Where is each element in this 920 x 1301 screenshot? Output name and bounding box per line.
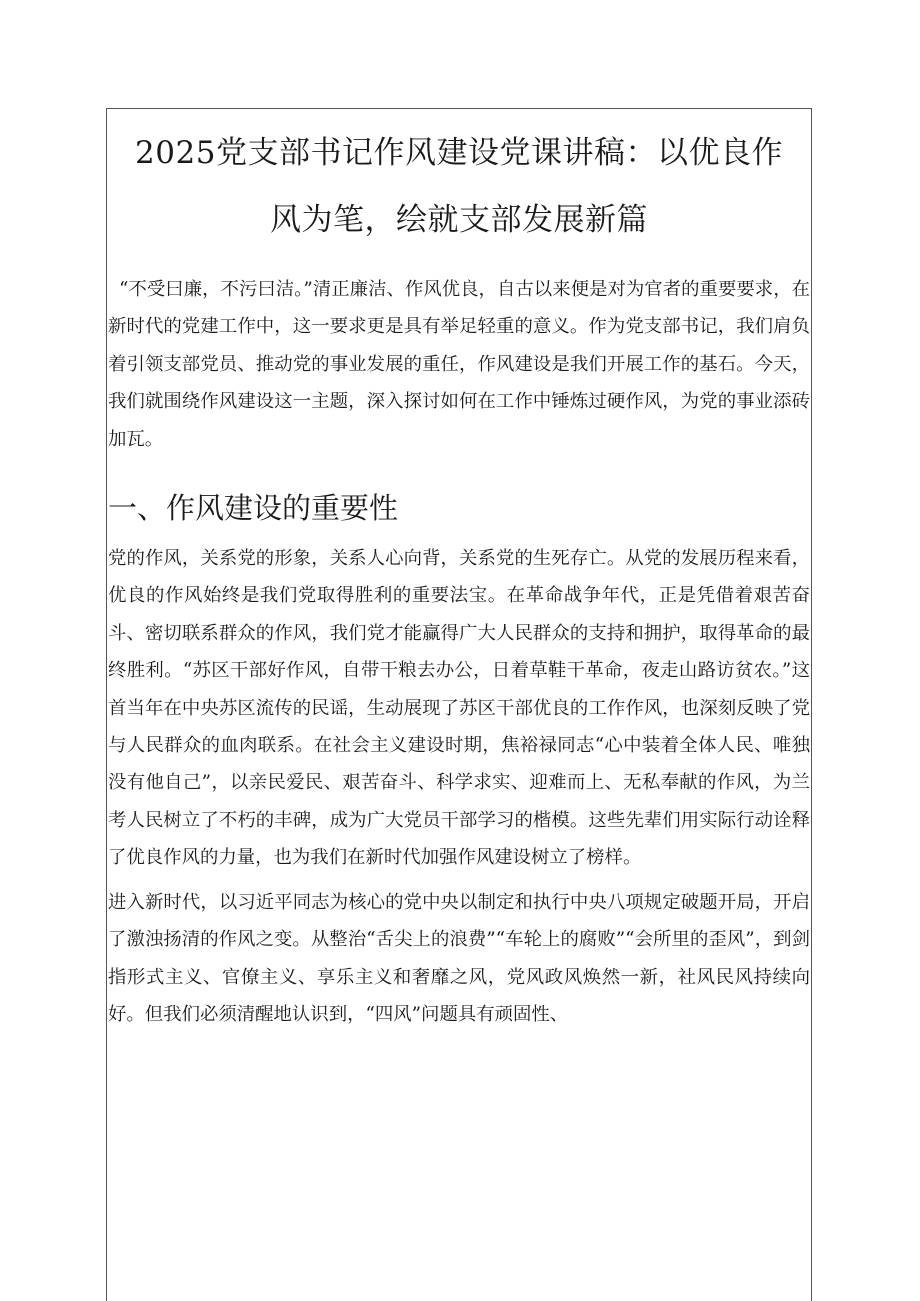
title-line-2: 风为笔，绘就支部发展新篇 [270, 202, 648, 238]
title-line-1: 2025党支部书记作风建设党课讲稿：以优良作 [135, 135, 783, 171]
document-title [108, 120, 810, 254]
intro-paragraph: “不受曰廉，不污曰洁。”清正廉洁、作风优良，自古以来便是对为官者的重要要求，在新时代的党建工作中，这一要求更是具有举足轻重的意义。作为党支部书记，我们肩负着引领支部党员、推动党的事业发展的重任，作风建设是我们开展工作的基石。今天，我们就围绕作风建设这一主题，深入探讨如何在工作中锤炼过硬作风，为党的事业添砖加瓦。 [108, 279, 810, 450]
document-body [108, 120, 810, 1033]
section-1-paragraph-2: 进入新时代，以习近平同志为核心的党中央以制定和执行中央八项规定破题开局，开启了激浊扬清的作风之变。从整治“舌尖上的浪费”“车轮上的腐败”“会所里的歪风”，到剑指形式主义、官僚主义、享乐主义和奢靡之风，党风政风焕然一新，社风民风持续向好。但我们必须清醒地认识到，“四风”问题具有顽固性、 [108, 891, 810, 1025]
section-1-paragraph-1: 党的作风，关系党的形象，关系人心向背，关系党的生死存亡。从党的发展历程来看，优良的作风始终是我们党取得胜利的重要法宝。在革命战争年代，正是凭借着艰苦奋斗、密切联系群众的作风，我们党才能赢得广大人民群众的支持和拥护，取得革命的最终胜利。“苏区干部好作风，自带干粮去办公，日着草鞋干革命，夜走山路访贫农。”这首当年在中央苏区流传的民谣，生动展现了苏区干部优良的工作作风，也深刻反映了党与人民群众的血肉联系。在社会主义建设时期，焦裕禄同志“心中装着全体人民、唯独没有他自己”，以亲民爱民、艰苦奋斗、科学求实、迎难而上、无私奉献的作风，为兰考人民树立了不朽的丰碑，成为广大党员干部学习的楷模。这些先辈们用实际行动诠释了优良作风的力量，也为我们在新时代加强作风建设树立了榜样。 [108, 548, 810, 869]
section-heading-1: 一、作风建设的重要性 [108, 491, 399, 526]
